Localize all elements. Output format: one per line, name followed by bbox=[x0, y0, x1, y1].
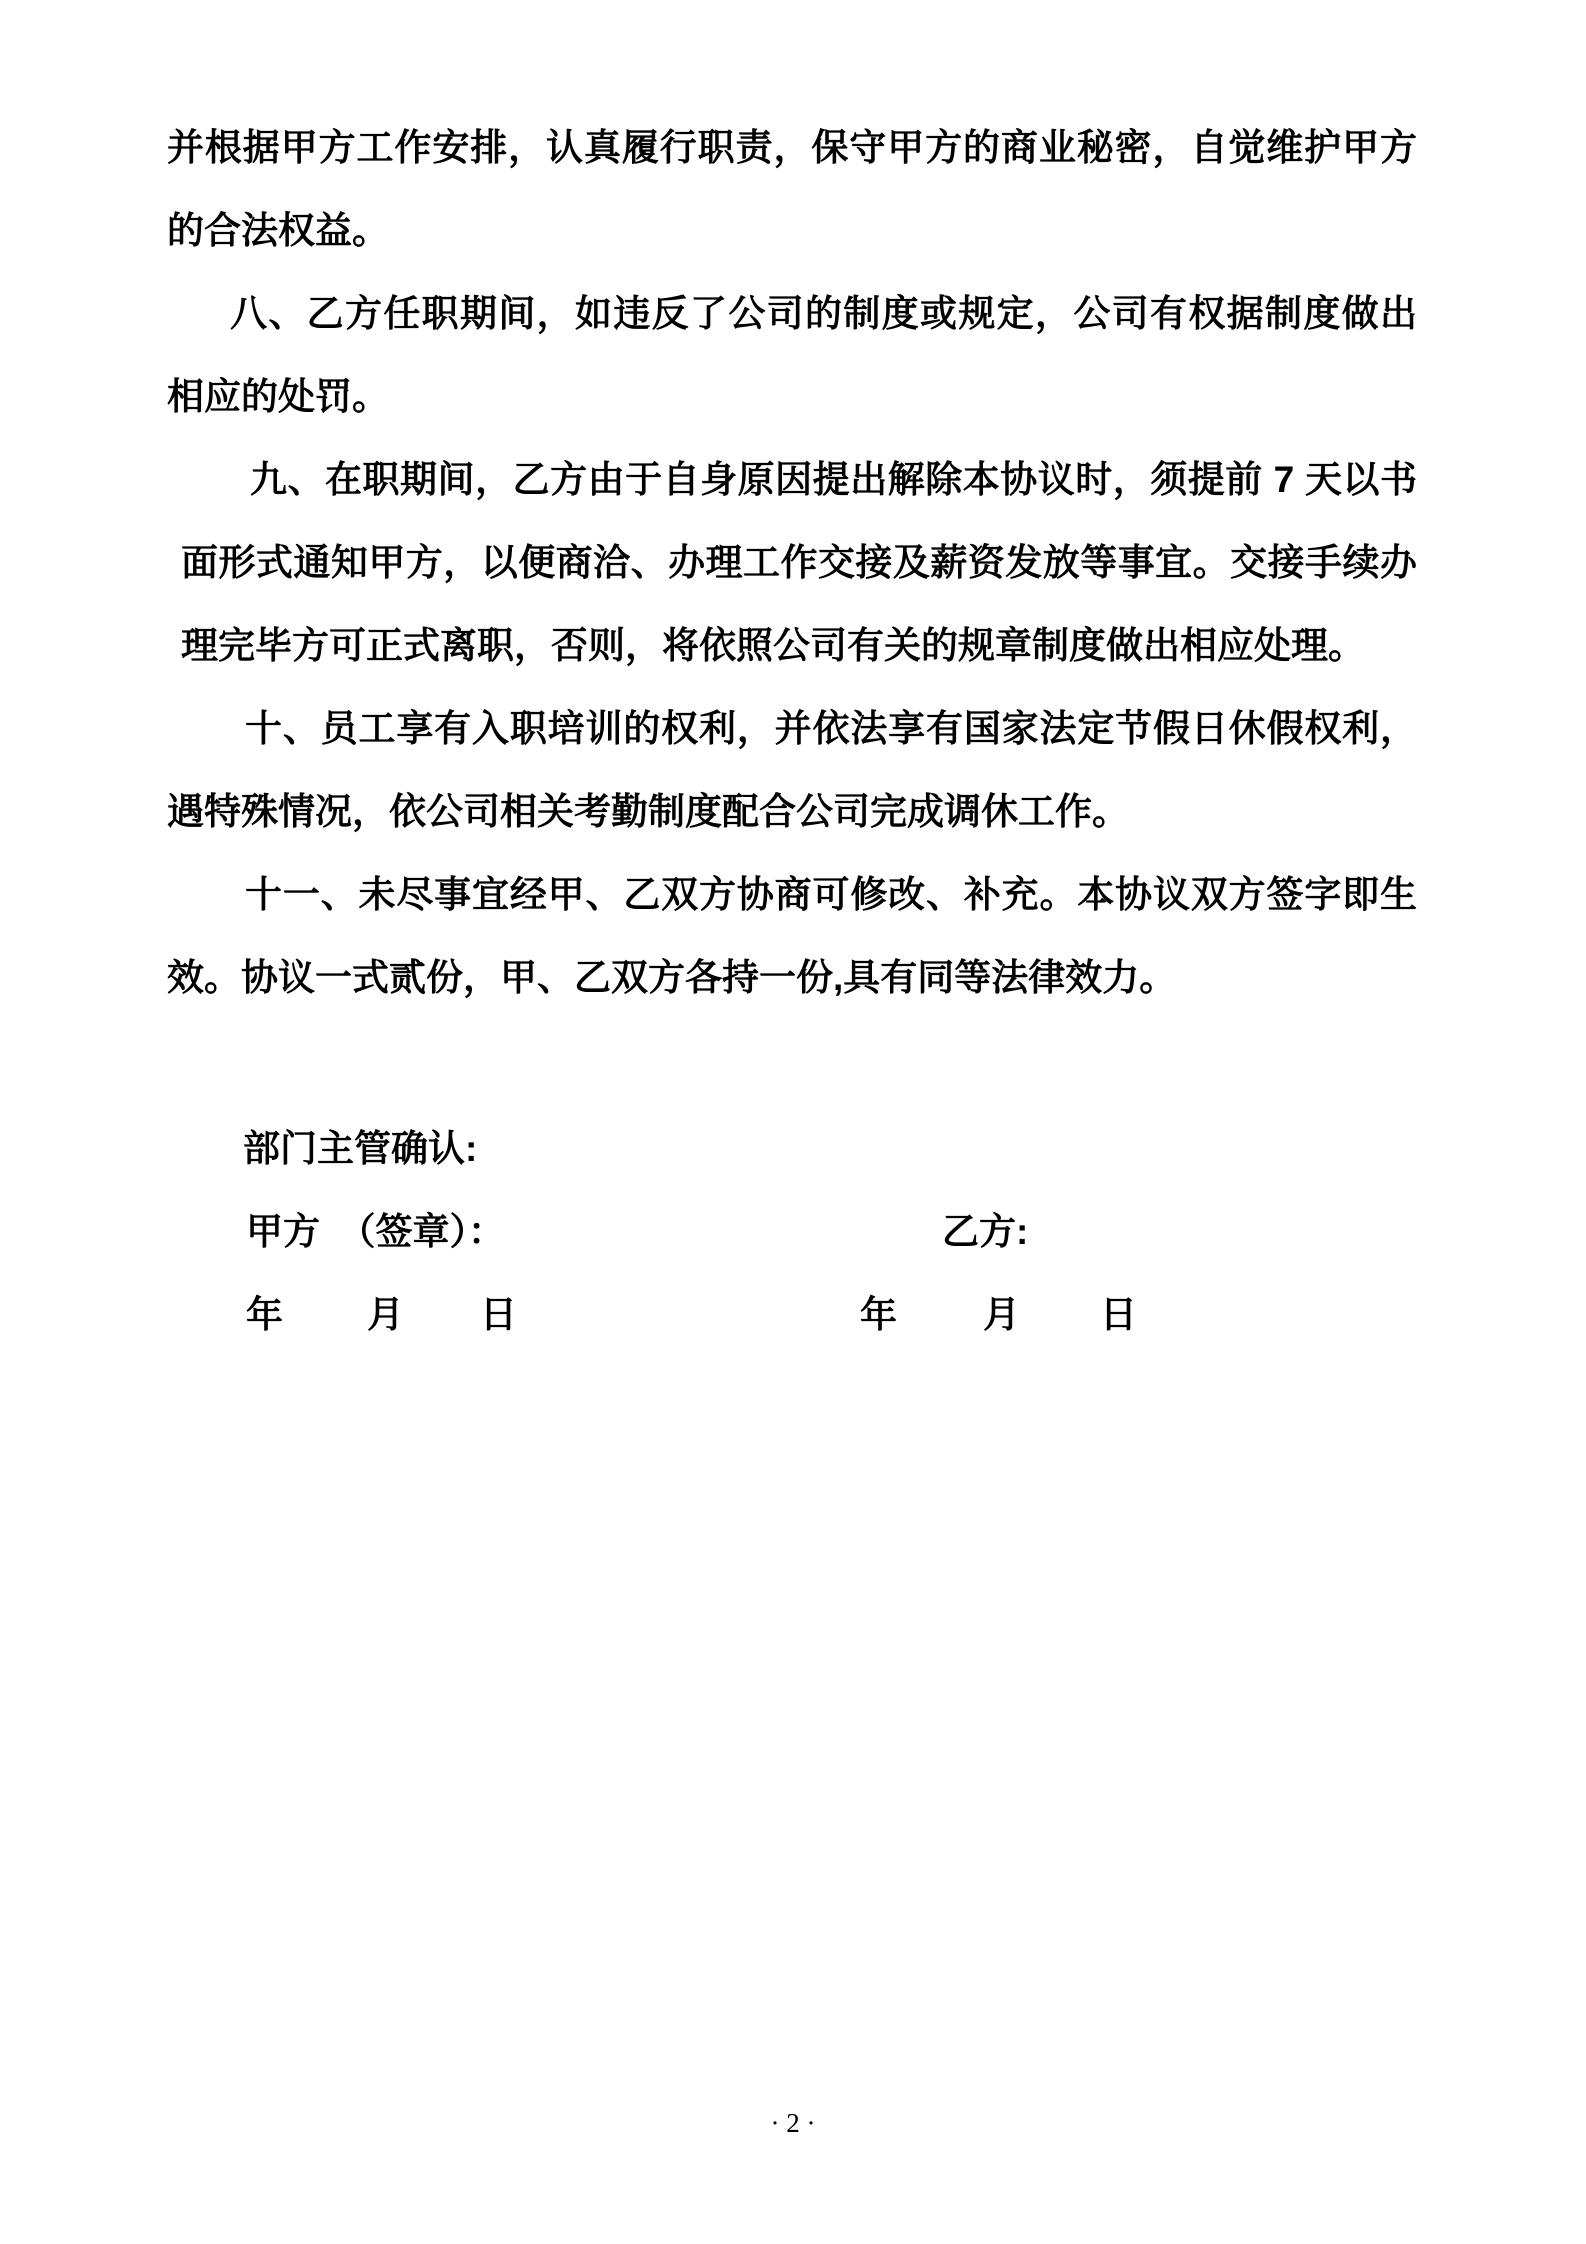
text-line: 十一、未尽事宜经甲、乙双方协商可修改、补充。本协议双方签字即生 bbox=[245, 874, 1417, 915]
paragraph-clause-8 bbox=[167, 272, 1417, 438]
party-a-signature-label: 甲方 （签章）： bbox=[246, 1211, 505, 1252]
party-b-month-label: 月 bbox=[983, 1294, 1020, 1335]
party-a-year-label: 年 bbox=[246, 1294, 283, 1335]
contract-body bbox=[167, 106, 1417, 1019]
text-line: 九、在职期间，乙方由于自身原因提出解除本协议时，须提前 7 天以书 bbox=[250, 459, 1417, 500]
text-line: 理完毕方可正式离职，否则，将依照公司有关的规章制度做出相应处理。 bbox=[181, 625, 1365, 666]
page-number-footer: · 2 · bbox=[770, 2108, 816, 2138]
paragraph-clause-9 bbox=[167, 438, 1417, 687]
party-a-day-label: 日 bbox=[480, 1294, 517, 1335]
supervisor-confirm-row bbox=[167, 1107, 1417, 1190]
paragraph-clause-11 bbox=[167, 853, 1417, 1019]
party-b-year-label: 年 bbox=[860, 1294, 897, 1335]
party-signature-row bbox=[167, 1190, 1417, 1273]
paragraph-clause-10 bbox=[167, 687, 1417, 853]
text-line: 并根据甲方工作安排，认真履行职责，保守甲方的商业秘密，自觉维护甲方 bbox=[167, 127, 1417, 168]
paragraph-continuation bbox=[167, 106, 1417, 272]
text-line: 效。协议一式贰份，甲、乙双方各持一份,具有同等法律效力。 bbox=[167, 957, 1177, 998]
text-line: 的合法权益。 bbox=[167, 210, 389, 251]
text-line: 遇特殊情况，依公司相关考勤制度配合公司完成调休工作。 bbox=[167, 791, 1129, 832]
text-line: 八、乙方任职期间，如违反了公司的制度或规定，公司有权据制度做出 bbox=[230, 293, 1417, 334]
date-row bbox=[167, 1273, 1417, 1356]
text-line: 十、员工享有入职培训的权利，并依法享有国家法定节假日休假权利， bbox=[245, 708, 1417, 749]
party-b-day-label: 日 bbox=[1100, 1294, 1137, 1335]
supervisor-confirm-label: 部门主管确认: bbox=[243, 1128, 478, 1169]
party-a-month-label: 月 bbox=[367, 1294, 404, 1335]
text-line: 相应的处罚。 bbox=[167, 376, 389, 417]
text-line: 面形式通知甲方，以便商洽、办理工作交接及薪资发放等事宜。交接手续办 bbox=[181, 542, 1417, 583]
signature-section bbox=[167, 1107, 1417, 1356]
party-b-signature-label: 乙方: bbox=[942, 1211, 1029, 1252]
